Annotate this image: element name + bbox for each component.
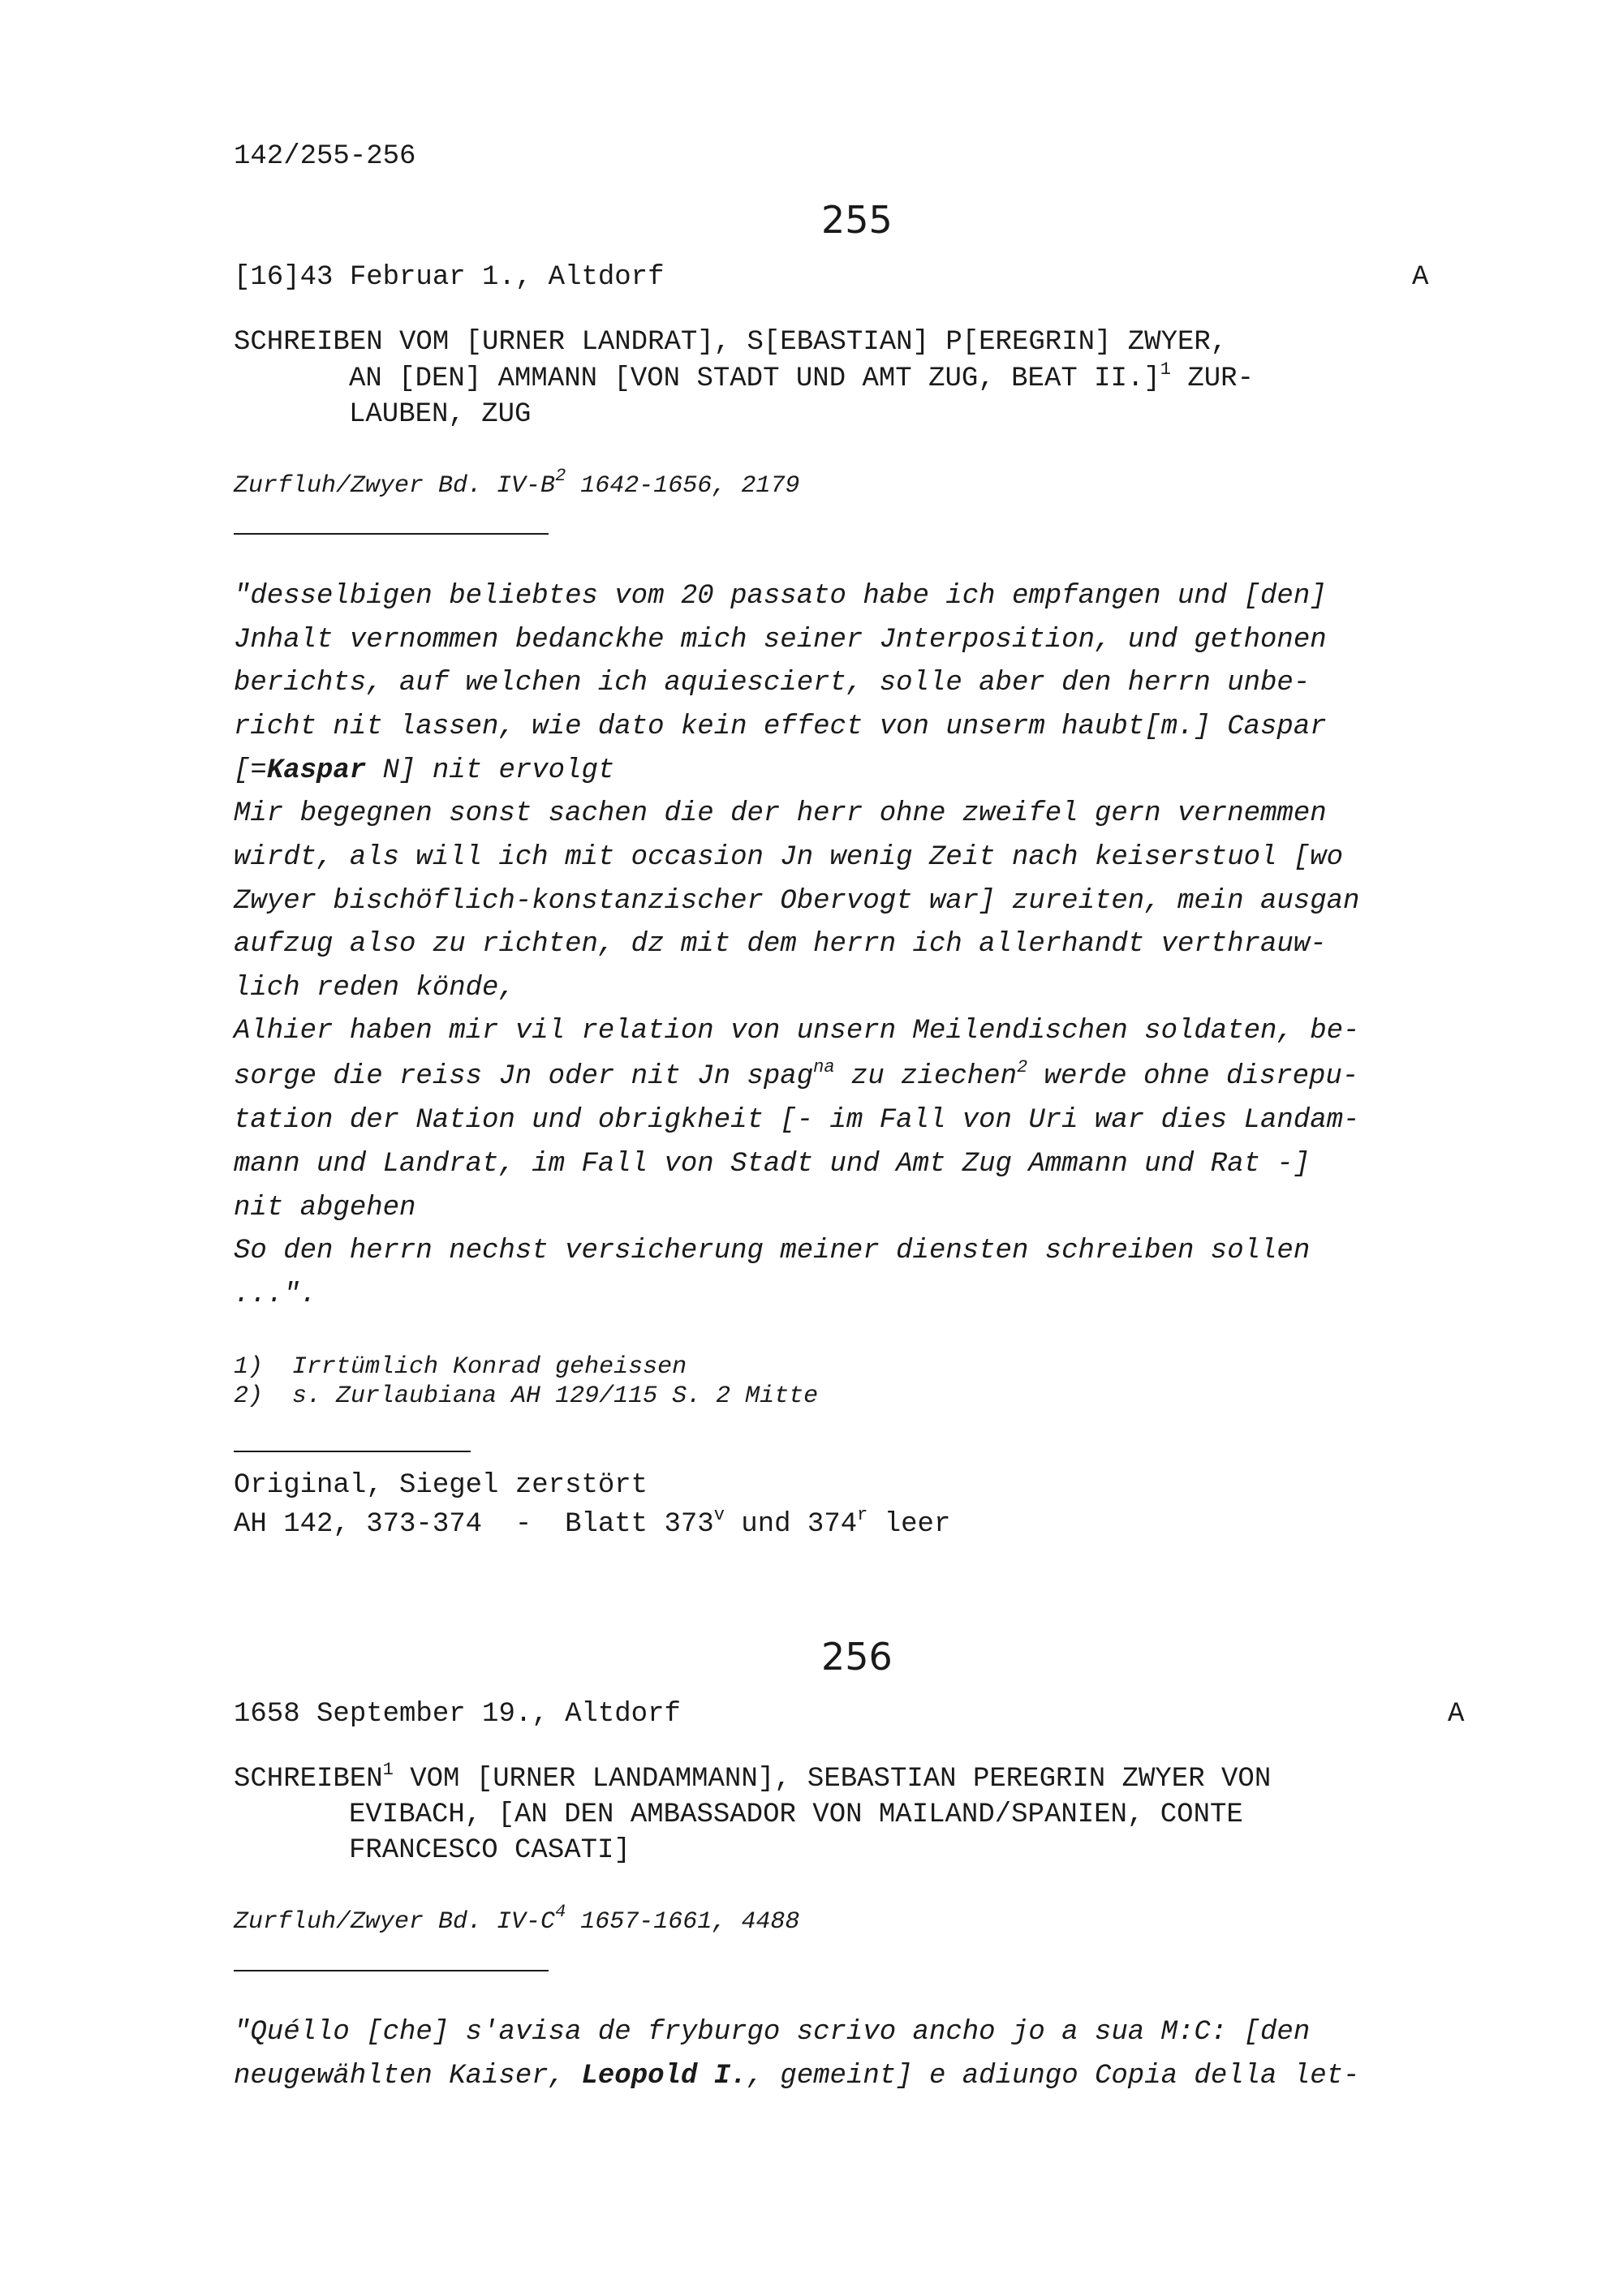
- person-name: Kaspar: [266, 755, 367, 786]
- text-line: berichts, auf welchen ich aquiesciert, solle aber den herrn unbe-: [234, 668, 1311, 699]
- title-line-2: AN [DEN] AMMANN [VON STADT UND AMT ZUG, BEAT II.]$^1$ ZUR-: [349, 359, 1254, 394]
- text-line: richt nit lassen, wie dato kein effect von unserm haubt[m.] Caspar: [234, 712, 1327, 742]
- divider: [234, 1451, 471, 1452]
- text-line: "desselbigen beliebtes vom 20 passato habe ich empfangen und [den]: [234, 581, 1327, 612]
- text-line: Zwyer bischöflich-konstanzischer Obervogt war] zureiten, mein ausgan: [234, 886, 1360, 917]
- date-place: 1658 September 19., Altdorf: [234, 1699, 681, 1730]
- title-line-1: SCHREIBEN$^1$ VOM [URNER LANDAMMANN], SEBASTIAN PEREGRIN ZWYER VON: [234, 1760, 1272, 1795]
- document-letter: A: [1448, 1699, 1465, 1730]
- text-line: [=Kaspar N] nit ervolgt: [234, 755, 615, 786]
- text-line: lich reden könde,: [234, 973, 515, 1004]
- archive-reference: AH 142, 373-374 - Blatt 373$^v$ und 374$^r$ leer: [234, 1505, 951, 1540]
- document-number: 256: [821, 1635, 893, 1679]
- divider: [234, 1970, 549, 1971]
- title-line-3: LAUBEN, ZUG: [349, 399, 532, 430]
- title-line-2: EVIBACH, [AN DEN AMBASSADOR VON MAILAND/SPANIEN, CONTE: [349, 1799, 1243, 1830]
- text-line: tation der Nation und obrigkheit [- im Fall von Uri war dies Landam-: [234, 1105, 1360, 1136]
- text-line: So den herrn nechst versicherung meiner diensten schreiben sollen: [234, 1236, 1311, 1266]
- document-letter: A: [1412, 262, 1429, 293]
- document-number: 255: [821, 198, 893, 242]
- title-line-1: SCHREIBEN VOM [URNER LANDRAT], S[EBASTIAN] P[EREGRIN] ZWYER,: [234, 327, 1228, 358]
- text-line: nit abgehen: [234, 1193, 416, 1223]
- text-line: Jnhalt vernommen bedanckhe mich seiner Jnterposition, und gethonen: [234, 625, 1327, 656]
- text-line: Alhier haben mir vil relation von unsern Meilendischen soldaten, be-: [234, 1016, 1360, 1047]
- person-name: Leopold I.: [581, 2061, 747, 2092]
- title-line-3: FRANCESCO CASATI]: [349, 1835, 631, 1866]
- text-line: Mir begegnen sonst sachen die der herr ohne zweifel gern vernemmen: [234, 798, 1327, 829]
- source-citation: Zurfluh/Zwyer Bd. $IV-C^4$ 1657-1661, 4488: [234, 1902, 800, 1936]
- footnote-ref: 1: [382, 1760, 394, 1780]
- text-line: aufzug also zu richten, dz mit dem herrn ich allerhandt verthrauw-: [234, 929, 1327, 960]
- footnote: 1) Irrtümlich Konrad geheissen: [234, 1353, 687, 1381]
- footnote: 2) s. Zurlaubiana AH 129/115 S. 2 Mitte: [234, 1382, 819, 1410]
- text-line: wirdt, als will ich mit occasion Jn wenig Zeit nach keiserstuol [wo: [234, 842, 1344, 873]
- footnote-ref: 1: [1160, 359, 1171, 380]
- divider: [234, 533, 549, 535]
- original-note: Original, Siegel zerstört: [234, 1470, 648, 1501]
- text-line: "Quéllo [che] s'avisa de fryburgo scrivo ancho jo a sua M:C: [den: [234, 2017, 1311, 2048]
- text-line: mann und Landrat, im Fall von Stadt und Amt Zug Ammann und Rat -]: [234, 1149, 1311, 1180]
- page-reference: 142/255-256: [234, 141, 416, 172]
- text-line: sorge die reiss Jn oder nit Jn spag$^{na}$ zu ziechen$^2$ werde ohne disrepu-: [234, 1057, 1359, 1092]
- source-citation: Zurfluh/Zwyer Bd. $IV-B^2$ 1642-1656, 2179: [234, 466, 800, 500]
- date-place: [16]43 Februar 1., Altdorf: [234, 262, 665, 293]
- text-line: neugewählten Kaiser, Leopold I., gemeint] e adiungo Copia della let-: [234, 2061, 1360, 2092]
- text-line: ...".: [234, 1279, 317, 1310]
